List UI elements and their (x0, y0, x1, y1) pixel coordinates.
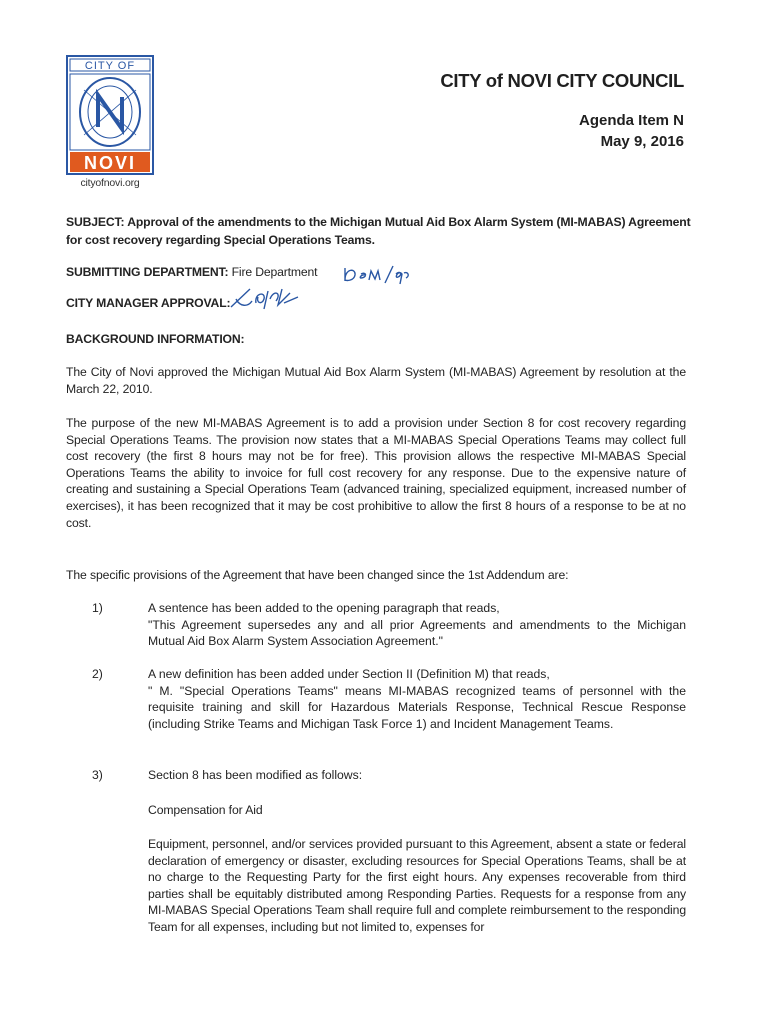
list-item-body (148, 600, 686, 650)
manager-signature-handwriting (228, 285, 300, 311)
meeting-date: May 9, 2016 (600, 133, 684, 150)
submitting-value: Fire Department (231, 265, 318, 279)
svg-text:CITY OF: CITY OF (84, 60, 136, 72)
city-manager-approval (66, 296, 230, 310)
list-item-quote: "This Agreement supersedes any and all prior Agreements and amendments to the Michigan Mutual Aid Box Alarm System Association Agreement." (148, 617, 686, 649)
council-title: CITY of NOVI CITY COUNCIL (440, 70, 684, 91)
subject-label: SUBJECT: (66, 215, 125, 229)
list-item-text: A sentence has been added to the opening paragraph that reads, (148, 601, 500, 615)
submitting-department (66, 265, 317, 279)
list-item-body (148, 767, 686, 784)
city-seal-icon (66, 55, 154, 175)
submitting-label: SUBMITTING DEPARTMENT: (66, 265, 229, 279)
department-initials-handwriting (342, 262, 412, 286)
section8-heading: Compensation for Aid (148, 803, 263, 817)
svg-text:NOVI: NOVI (83, 153, 137, 173)
list-item-quote: " M. "Special Operations Teams" means MI-MABAS recognized teams of personnel with the requisite training and skill for Hazardous Materials Response, Technical Rescue Response (including Strike Teams and Michigan Task Force 1) and Incident Management Teams. (148, 683, 686, 731)
city-logo (66, 55, 154, 189)
subject-text: Approval of the amendments to the Michigan Mutual Aid Box Alarm System (MI-MABAS) Agreement for cost recovery regarding Special Operations Teams. (66, 215, 691, 247)
agenda-item: Agenda Item N (578, 112, 684, 129)
list-item-number: 3) (92, 768, 103, 782)
list-item-number: 2) (92, 667, 103, 681)
background-paragraph-2: The purpose of the new MI-MABAS Agreement is to add a provision under Section 8 for cost recovery regarding Special Operations Teams. The provision now states that a MI-MABAS Special Operations Teams may collect full cost recovery (the first 8 hours may not be for free). This provision allows the respective MI-MABAS Special Operations Teams the ability to invoice for full cost recovery for any response. Due to the expensive nature of creating and sustaining a Special Operations Team (advanced training, specialized equipment, increased number of exercises), it has been recognized that it may be cost prohibitive to allow the first 8 hours of a response to be at no cost. (66, 416, 686, 530)
list-item-text: Section 8 has been modified as follows: (148, 768, 363, 782)
list-item-body (148, 666, 686, 732)
background-paragraph-1: The City of Novi approved the Michigan Mutual Aid Box Alarm System (MI-MABAS) Agreement by resolution at the March 22, 2010. (66, 365, 686, 396)
subject-block (66, 213, 706, 249)
city-website: cityofnovi.org (80, 177, 140, 189)
section8-text: Equipment, personnel, and/or services provided pursuant to this Agreement, absent a state or federal declaration of emergency or disaster, excluding resources for Special Operations Teams, shall be at no charge to the Requesting Party for the first eight hours. Any expenses recoverable from third parties shall be equitably distributed among Responding Parties. Requests for a response from any MI-MABAS Special Operations Team shall require full and complete reimbursement to the responding Team for all expenses, including but not limited to, expenses for (148, 837, 686, 934)
manager-label: CITY MANAGER APPROVAL: (66, 296, 231, 310)
list-item-number: 1) (92, 601, 103, 615)
background-paragraph-3: The specific provisions of the Agreement that have been changed since the 1st Addendum are: (66, 568, 569, 582)
list-item-text: A new definition has been added under Section II (Definition M) that reads, (148, 667, 550, 681)
background-heading: BACKGROUND INFORMATION: (66, 332, 245, 346)
